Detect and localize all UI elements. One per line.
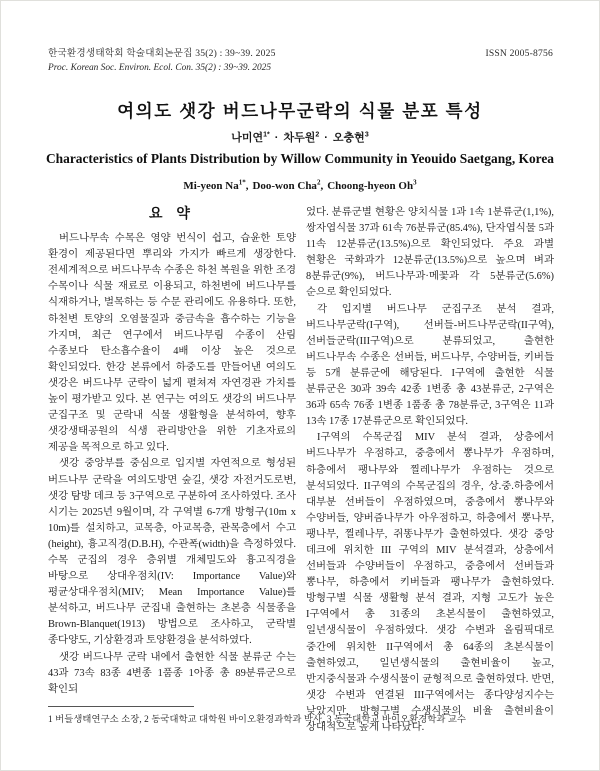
author-kr-1-affiliation-mark: 1* xyxy=(263,131,270,139)
paper-title-kr: 여의도 샛강 버드나무군락의 식물 분포 특성 xyxy=(117,101,483,121)
abstract-paragraph: 각 입지별 버드나무 군집구조 분석 결과, 버드나무군락(I구역), 선버들-버드나무군락(II구역), 선버들군락(III구역)으로 분류되었고, 출현한 버드나무속 수종은 선버들, 버드나무, 수양버들, 키버들 등 5개 분류군에 해당된다. I구역에 출현한 식물 분류군은 30과 39속 42종 1변종 총 43분류군, 2구역은 36과 65속 76종 1변종 1품종 총 78분류군, 3구역은 11과 13속 17종 17분류군으로 확인되었다. xyxy=(306,303,554,428)
abstract-paragraph: 샛강 중앙부를 중심으로 입지별 자연적으로 형성된 버드나무 군락을 여의도방면 숲길, 샛강 자전거도로변, 샛강 탐방 데크 등 3구역으로 구분하여 조사하였다. 조사 시기는 2025년 9월이며, 각 구역별 6-7개 방형구(10m x 10m)를 설치하고, 교목층, 아교목층, 관목층에서 수고 (height), 흉고직경(D.B.H), 수관폭(width)을 측정하였다. 수목 군집의 경우 층위별 개체밀도와 흉고직경을 바탕으로 상대우점치(IV: Importance Value)와 평균상대우점치(MIV; Mean Importance Value)를 분석하고, 버드나무 군집내 출현하는 초본층 식물종을 Brown-Blanquet(1913) 방법으로 조사하고, 군락별 종다양도, 기상환경과 토양환경을 분석하였다. xyxy=(48,458,296,647)
affiliation-footnote xyxy=(48,706,552,725)
author-en-3-affiliation-mark: 3 xyxy=(413,178,417,187)
abstract-heading: 요 약 xyxy=(149,205,195,221)
author-en-1-affiliation-mark: 1* xyxy=(238,178,246,187)
affiliation-text: 1 버들생태연구소 소장, 2 동국대학교 대학원 바이오환경과학과 박사, 3 동국대학교 바이오환경학과 교수 xyxy=(48,715,467,725)
authors-kr xyxy=(1,129,599,145)
issn-number: ISSN 2005-8756 xyxy=(485,48,553,59)
author-en-1: Mi-yeon Na xyxy=(183,180,239,192)
author-kr-2-affiliation-mark: 2 xyxy=(315,131,320,139)
abstract-paragraph: 샛강 버드나무 군락 내에서 출현한 식물 분류군 수는 43과 73속 83종 4변종 1품종 1아종 총 89분류군으로 확인되 xyxy=(48,651,296,695)
abstract-paragraph: 버드나무속 수목은 영양 번식이 쉽고, 습윤한 토양 환경이 제공된다면 뿌리와 가지가 빠르게 생장한다. 전세계적으로 버드나무속 수종은 하천 복원을 위한 조경 수목이나 식물 재료로 이용되고, 하천변에 버드나무를 식재하거나, 벌목하는 등 수문 관리에도 유용하다. 또한, 하천변 토양의 오염물질과 중금속을 흡수하는 기능을 가지며, 최근 연구에서 버드나무림 수종이 산림 수종보다 탄소흡수율이 4배 이상 높은 것으로 확인되었다. 한강 본류에서 하중도를 만들어낸 여의도 샛강은 버드나무 군락이 넓게 펼쳐져 자연경관 가치를 높이 평가받고 있다. 본 연구는 여의도 샛강의 버드나무 군집구조 및 군락내 식물 생활형을 분석하여, 향후 샛강생태공원의 식생 관리방안을 위한 기초자료의 제공을 목적으로 하고 있다. xyxy=(48,233,296,454)
journal-header xyxy=(48,45,553,73)
abstract-right-column xyxy=(306,205,554,736)
author-kr-3-affiliation-mark: 3 xyxy=(364,131,369,139)
abstract-paragraph: I구역의 수목군집 MIV 분석 결과, 상층에서 버드나무가 우점하고, 중층에서 뽕나무가 우점하며, 하층에서 팽나무와 찔레나무가 우점하는 것으로 분석되었다. II구역의 수목군집의 경우, 상.중.하층에서 대부분 선버들이 우점하였으며, 중층에서 뽕나무와 수양버들, 양버즘나무가 아우점하고, 하층에서 뽕나무, 팽나무, 찔레나무, 쥐똥나무가 출현하였다. 샛강 중앙 데크에 위치한 III 구역의 MIV 분석결과, 상층에서 선버들과 수양버들이 우점하고, 중층에서 선버들과 뽕나무, 하층에서 키버들과 팽나무가 출현하였다. 방형구별 식물 생활형 분석 결과, 지형 고도가 높은 I구역에서 총 31종의 초본식물이 출현하였고, 일년생식물이 우점하였다. 샛강 수변과 올림픽대로 중간에 위치한 II구역에서 총 64종의 초본식물이 출현하였고, 일년생식물의 출현비율이 높고, 반지중식물과 수생식물이 균형적으로 출현하였다. 반면, 샛강 수변과 연결된 III구역에서는 종다양성지수는 낮았지만, 방형구별 수생식물의 비율 출현비율이 상대적으로 높게 나타났다. xyxy=(306,432,554,733)
author-separator: , xyxy=(320,180,324,192)
abstract-body xyxy=(48,205,554,736)
footnote-divider xyxy=(48,706,194,707)
author-separator: , xyxy=(245,180,249,192)
author-separator: · xyxy=(324,132,328,144)
author-en-3: Choong-hyeon Oh xyxy=(327,180,414,192)
author-kr-3: 오충현 xyxy=(332,132,365,144)
authors-en xyxy=(1,180,599,192)
author-kr-1: 나미연 xyxy=(231,132,264,144)
author-separator: · xyxy=(274,132,279,144)
journal-title-kr: 한국환경생태학회 학술대회논문집 35(2) : 39~39. 2025 xyxy=(48,48,276,59)
abstract-left-column xyxy=(48,205,296,736)
journal-title-en: Proc. Korean Soc. Environ. Ecol. Con. 35(2) : 39~39. 2025 xyxy=(48,62,272,73)
paper-title-en: Characteristics of Plants Distribution by Willow Community in Yeouido Saetgang, Korea xyxy=(46,151,554,166)
author-en-2-affiliation-mark: 2 xyxy=(316,178,321,187)
author-kr-2: 차두원 xyxy=(283,132,316,144)
author-en-2: Doo-won Cha xyxy=(252,180,317,192)
abstract-paragraph-continuation: 었다. 분류군별 현황은 양치식물 1과 1속 1분류군(1,1%), 쌍자엽식물 37과 61속 76분류군(85.4%), 단자엽식물 5과 11속 12분류군(13.5%)으로 확인되었다. 주요 과별 현황은 국화과가 12분류군(13.5%)으로 높으며 벼과 8분류군(9%), 버드나무과·메꽃과 각 5분류군(5.6%) 순으로 확인되었다. xyxy=(306,207,554,299)
